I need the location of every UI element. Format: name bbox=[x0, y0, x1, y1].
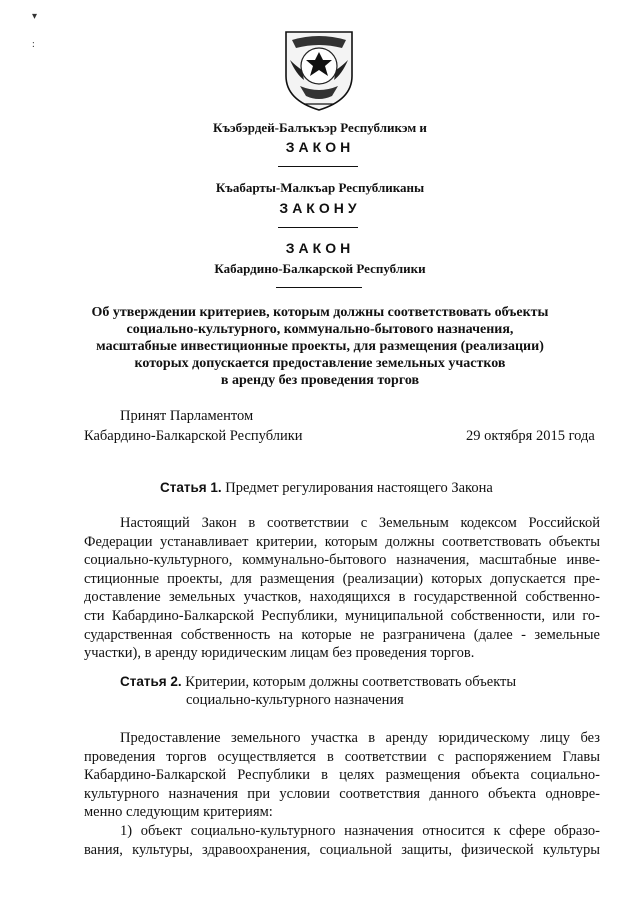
republic-name-russian: Кабардино-Балкарской Республики bbox=[214, 261, 426, 276]
article-2-heading bbox=[120, 674, 516, 691]
paragraph-line: Кабардино-Балкарской Республики в целях размещения объекта социально- bbox=[84, 767, 600, 784]
adoption-date: 29 октября 2015 года bbox=[466, 428, 595, 444]
law-title-line: социально-культурного, коммунально-бытового назначения, bbox=[126, 322, 514, 337]
article-1-title: Предмет регулирования настоящего Закона bbox=[225, 480, 493, 496]
law-title-line: которых допускается предоставление земельных участков bbox=[134, 356, 506, 371]
paragraph-line: сударственная собственность на которые не разграничена (далее - земельные bbox=[84, 626, 600, 643]
republic-name-balkar: Къабарты-Малкъар Республиканы bbox=[215, 180, 425, 195]
article-1-heading bbox=[160, 480, 493, 497]
law-title-russian: ЗАКОН bbox=[285, 240, 355, 256]
paragraph-line: проведения торгов осуществляется в соответствии с распоряжением Главы bbox=[84, 748, 600, 765]
paragraph-line: сти Кабардино-Балкарской Республики, муниципальной собственности, или го- bbox=[84, 607, 600, 624]
law-title-line: в аренду без проведения торгов bbox=[220, 373, 420, 388]
paragraph-line: менно следующим критериям: bbox=[84, 804, 273, 821]
law-title-balkar: ЗАКОНУ bbox=[279, 200, 361, 216]
article-2-text bbox=[84, 729, 600, 859]
divider bbox=[278, 227, 358, 228]
adoption-body: Кабардино-Балкарской Республики bbox=[84, 428, 303, 444]
article-2-title-continued: социально-культурного назначения bbox=[186, 692, 404, 708]
divider bbox=[278, 166, 358, 167]
article-1-label: Статья 1. bbox=[160, 480, 222, 495]
adoption-line: Принят Парламентом bbox=[120, 408, 254, 424]
paragraph-line: культурного назначения при условии соответствия данного объекта одновре- bbox=[84, 785, 600, 802]
paragraph-line: доставление земельных участков, находящихся в государственной собственно- bbox=[84, 589, 600, 606]
law-title bbox=[70, 304, 570, 389]
law-title-line: Об утверждении критериев, которым должны соответствовать объекты bbox=[91, 305, 549, 320]
law-title-line: масштабные инвестиционные проекты, для размещения (реализации) bbox=[96, 339, 544, 354]
article-1-text bbox=[84, 514, 600, 663]
paragraph-line: вания, культуры, здравоохранения, социальной защиты, физической культуры bbox=[84, 841, 600, 858]
divider bbox=[276, 287, 362, 288]
paragraph-line: 1) объект социально-культурного назначения относится к сфере образо- bbox=[120, 822, 600, 839]
paragraph-line: Настоящий Закон в соответствии с Земельным кодексом Российской bbox=[120, 515, 600, 531]
article-2-label: Статья 2. bbox=[120, 674, 182, 689]
paragraph-line: Федерации устанавливает критерии, которым должны соответствовать объекты bbox=[84, 533, 600, 550]
paragraph-line: Предоставление земельного участка в аренду юридическому лицу без bbox=[120, 730, 600, 746]
republic-name-kabardian: Къэбэрдей-Балъкъэр Республикэм и bbox=[213, 120, 427, 135]
coat-of-arms-emblem bbox=[282, 30, 356, 112]
paragraph-line: социально-культурного, коммунально-бытового назначения, масштабные инве- bbox=[84, 552, 600, 569]
paragraph-line: участки), в аренду юридическим лицам без проведения торгов. bbox=[84, 645, 475, 662]
paragraph-line: стиционные проекты, для размещения (реализации) которых допускается пре- bbox=[84, 570, 600, 587]
scan-mark-middle: : bbox=[32, 39, 35, 50]
law-title-kabardian: ЗАКОН bbox=[285, 139, 355, 155]
scan-mark-top: ▾ bbox=[32, 11, 38, 22]
article-2-title: Критерии, которым должны соответствовать объекты bbox=[185, 674, 517, 690]
